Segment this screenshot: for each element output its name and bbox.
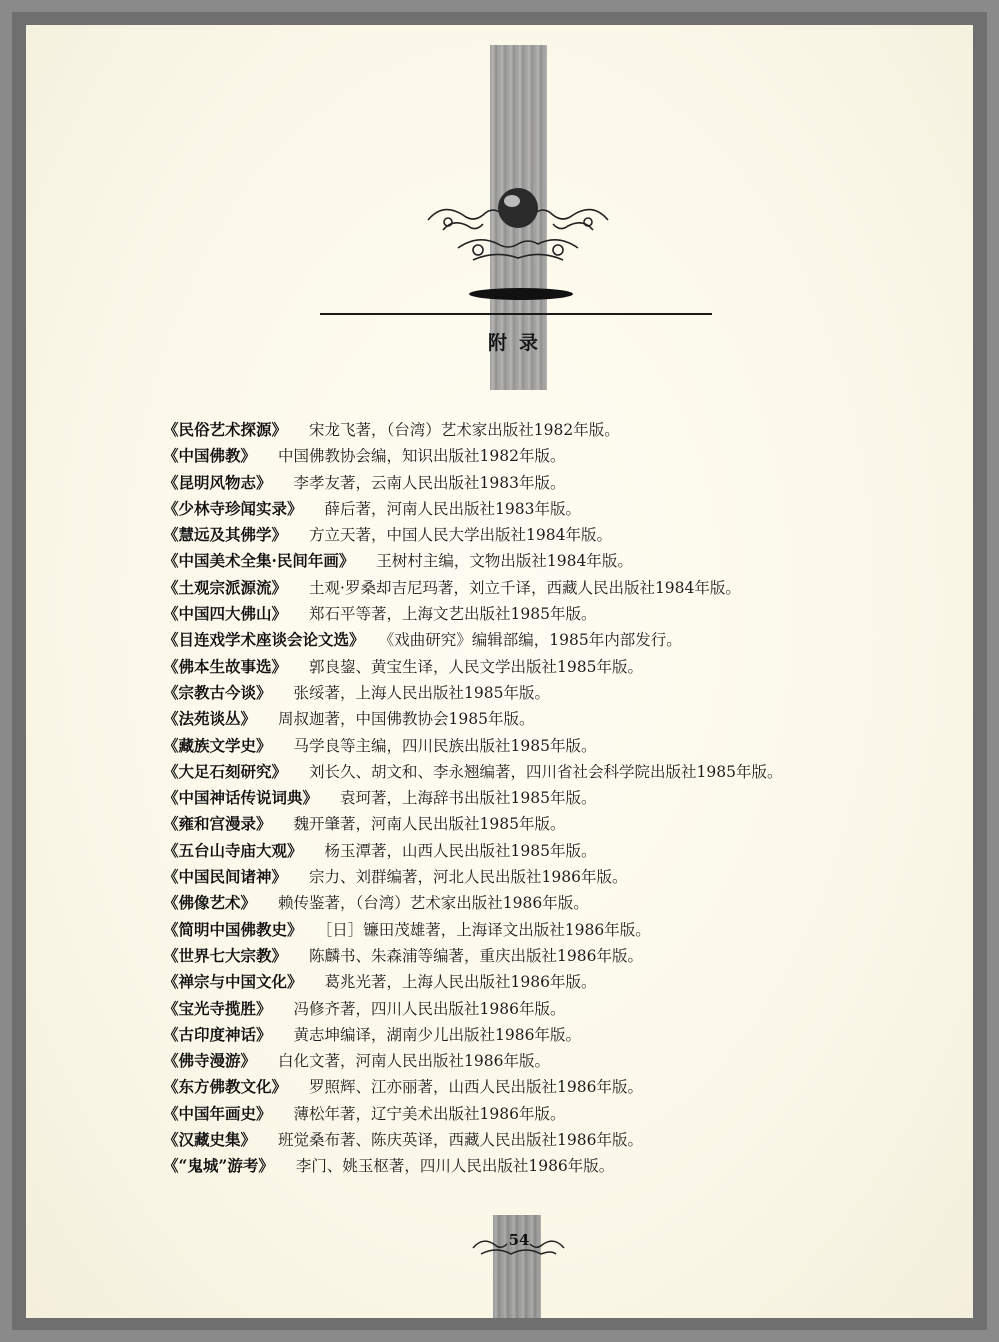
publication-info: 李孝友著，云南人民出版社1983年版。	[293, 473, 566, 492]
book-title: 《简明中国佛教史》	[163, 919, 303, 939]
bibliography-entry	[163, 1074, 953, 1100]
book-title: 《五台山寺庙大观》	[163, 840, 303, 860]
bibliography-entry	[163, 522, 953, 548]
publication-info: 宗力、刘群编著，河北人民出版社1986年版。	[309, 868, 628, 887]
book-title: 《东方佛教文化》	[163, 1077, 288, 1097]
book-title: 《中国民间诸神》	[163, 867, 288, 887]
publication-info: 土观·罗桑却吉尼玛著，刘立千译，西藏人民出版社1984年版。	[309, 578, 741, 597]
book-title: 《中国美术全集·民间年画》	[163, 551, 355, 571]
publication-info: 葛兆光著，上海人民出版社1986年版。	[324, 973, 597, 992]
publication-info: 周叔迦著，中国佛教协会1985年版。	[278, 710, 535, 729]
bibliography-entry	[163, 548, 953, 574]
bibliography-entry	[163, 1153, 953, 1179]
publication-info: 方立天著，中国人民大学出版社1984年版。	[309, 526, 612, 545]
publication-info: 班觉桑布著、陈庆英译，西藏人民出版社1986年版。	[278, 1131, 643, 1150]
publication-info: 马学良等主编，四川民族出版社1985年版。	[293, 736, 597, 755]
bibliography-entry	[163, 1022, 953, 1048]
book-title: 《目连戏学术座谈会论文选》	[163, 630, 365, 650]
book-title: 《古印度神话》	[163, 1024, 272, 1044]
publication-info: 魏开肇著，河南人民出版社1985年版。	[293, 815, 566, 834]
publication-info: 王树村主编，文物出版社1984年版。	[376, 552, 633, 571]
publication-info: 白化文著，河南人民出版社1986年版。	[278, 1052, 550, 1071]
bibliography-entry	[163, 496, 953, 522]
publication-info: 郭良鋆、黄宝生译，人民文学出版社1985年版。	[309, 657, 643, 676]
book-title: 《宗教古今谈》	[163, 682, 272, 702]
publication-info: 中国佛教协会编，知识出版社1982年版。	[278, 447, 566, 466]
book-title: 《禅宗与中国文化》	[163, 972, 303, 992]
publication-info: 陈麟书、朱森浦等编著，重庆出版社1986年版。	[309, 946, 643, 965]
publication-info: 杨玉潭著，山西人民出版社1985年版。	[324, 841, 597, 860]
publication-info: 罗照辉、江亦丽著，山西人民出版社1986年版。	[309, 1078, 643, 1097]
book-title: 《佛像艺术》	[163, 893, 257, 913]
publication-info: 薄松年著，辽宁美术出版社1986年版。	[293, 1104, 566, 1123]
book-title: 《世界七大宗教》	[163, 945, 288, 965]
page-number: 54	[508, 1231, 530, 1249]
bibliography-entry	[163, 680, 953, 706]
book-page	[26, 25, 973, 1318]
book-title: 《土观宗派源流》	[163, 577, 288, 597]
publication-info: 袁珂著，上海辞书出版社1985年版。	[340, 789, 597, 808]
bibliography-entry	[163, 890, 953, 916]
book-title: 《宝光寺揽胜》	[163, 998, 272, 1018]
bibliography-entry	[163, 759, 953, 785]
bibliography-entry	[163, 811, 953, 837]
publication-info: 冯修齐著，四川人民出版社1986年版。	[293, 999, 566, 1018]
book-title: 《佛本生故事选》	[163, 656, 288, 676]
book-title: 《法苑谈丛》	[163, 709, 257, 729]
bibliography-entry	[163, 443, 953, 469]
book-title: 《“鬼城”游考》	[163, 1156, 274, 1176]
book-title: 《汉藏史集》	[163, 1130, 257, 1150]
bibliography-list	[163, 417, 953, 1180]
publication-info: 郑石平等著，上海文艺出版社1985年版。	[309, 605, 597, 624]
publication-info: 《戏曲研究》编辑部编，1985年内部发行。	[386, 631, 682, 650]
bibliography-entry	[163, 917, 953, 943]
publication-info: 薛后著，河南人民出版社1983年版。	[324, 499, 581, 518]
bibliography-entry	[163, 838, 953, 864]
book-title: 《慧远及其佛学》	[163, 525, 288, 545]
publication-info: 赖传鉴著，（台湾）艺术家出版社1986年版。	[278, 894, 589, 913]
bibliography-entry	[163, 785, 953, 811]
shadow-ellipse-icon	[466, 287, 576, 301]
title-rule	[320, 313, 712, 315]
bibliography-entry	[163, 575, 953, 601]
page-frame	[12, 12, 987, 1330]
book-title: 《中国神话传说词典》	[163, 788, 319, 808]
bibliography-entry	[163, 706, 953, 732]
book-title: 《少林寺珍闻实录》	[163, 498, 303, 518]
bibliography-entry	[163, 654, 953, 680]
bibliography-entry	[163, 1127, 953, 1153]
book-title: 《中国佛教》	[163, 446, 257, 466]
book-title: 《佛寺漫游》	[163, 1051, 257, 1071]
book-title: 《中国年画史》	[163, 1103, 272, 1123]
cloud-pearl-ornament-icon	[418, 170, 618, 275]
book-title: 《藏族文学史》	[163, 735, 272, 755]
book-title: 《雍和宫漫录》	[163, 814, 272, 834]
bibliography-entry	[163, 470, 953, 496]
bibliography-entry	[163, 1048, 953, 1074]
book-title: 《昆明风物志》	[163, 472, 272, 492]
bibliography-entry	[163, 417, 953, 443]
publication-info: ［日］镰田茂雄著，上海译文出版社1986年版。	[324, 920, 651, 939]
book-title: 《大足石刻研究》	[163, 761, 288, 781]
book-title: 《民俗艺术探源》	[163, 420, 288, 439]
bibliography-entry	[163, 864, 953, 890]
publication-info: 黄志坤编译，湖南少儿出版社1986年版。	[293, 1025, 581, 1044]
bibliography-entry	[163, 601, 953, 627]
bibliography-entry	[163, 996, 953, 1022]
publication-info: 刘长久、胡文和、李永翘编著，四川省社会科学院出版社1985年版。	[309, 762, 783, 781]
book-title: 《中国四大佛山》	[163, 604, 288, 624]
bibliography-entry	[163, 969, 953, 995]
bibliography-entry	[163, 627, 953, 653]
bibliography-entry	[163, 1101, 953, 1127]
publication-info: 李门、姚玉枢著，四川人民出版社1986年版。	[295, 1157, 615, 1176]
publication-info: 张绥著，上海人民出版社1985年版。	[293, 683, 550, 702]
bibliography-entry	[163, 943, 953, 969]
bibliography-entry	[163, 733, 953, 759]
publication-info: 宋龙飞著，（台湾）艺术家出版社1982年版。	[309, 421, 620, 439]
page-title: 附录	[487, 332, 550, 354]
